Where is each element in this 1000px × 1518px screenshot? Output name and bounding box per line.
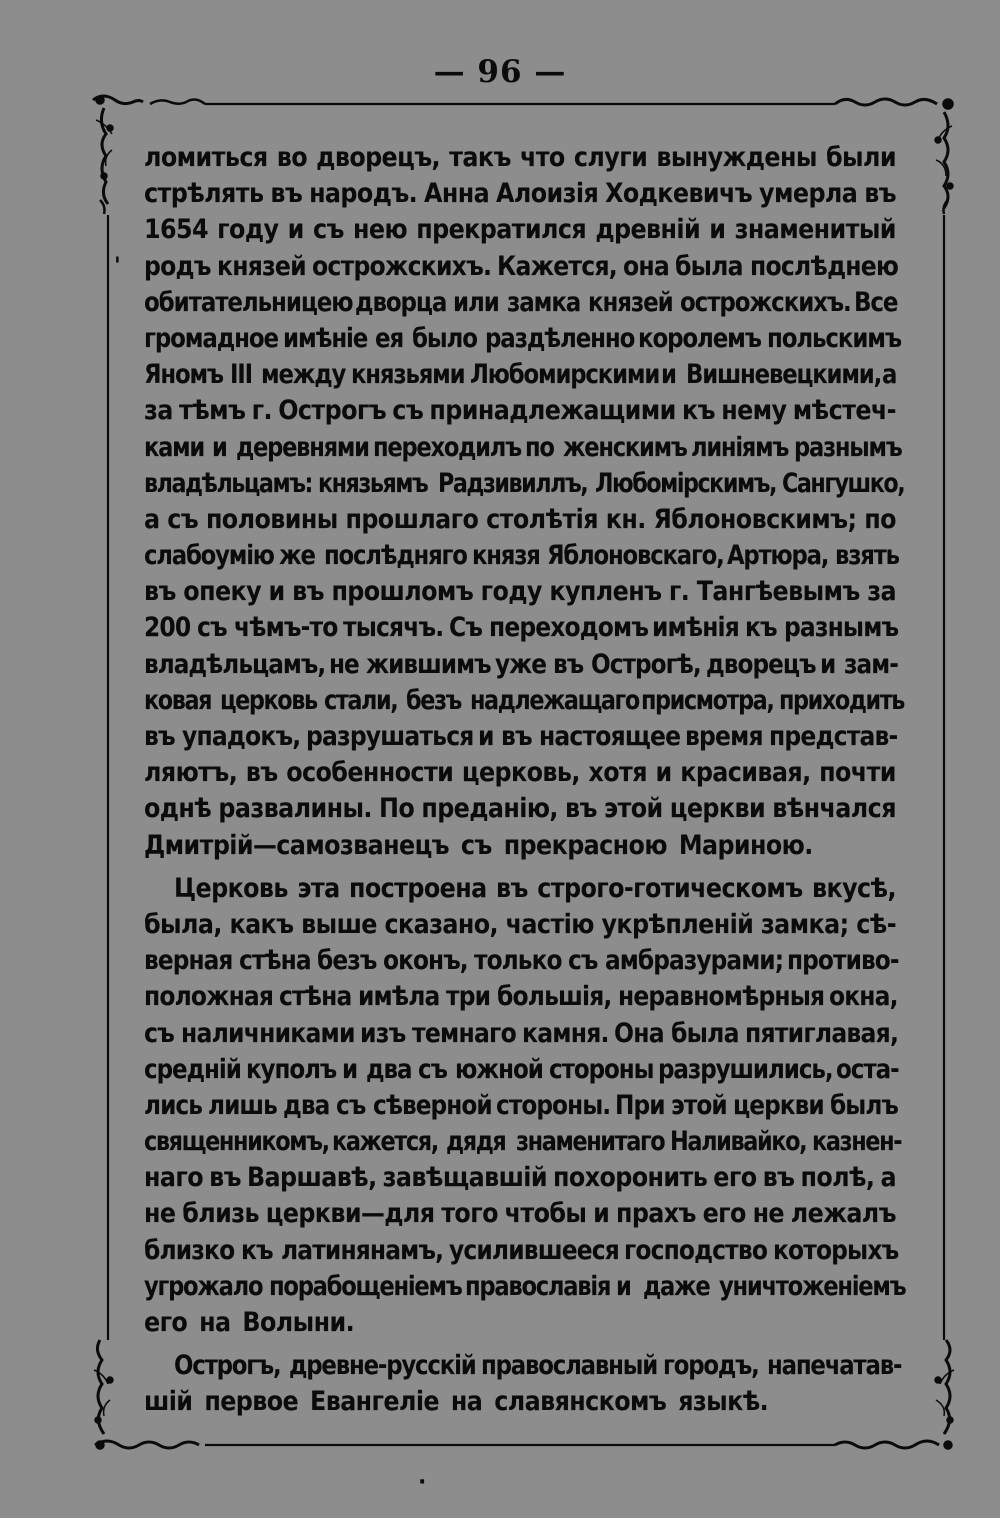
- text-line: ломиться во дворецъ, такъ что слуги вынуждены были: [144, 142, 896, 173]
- text-line: Церковь эта построена въ строго-готическомъ вкусѣ,: [174, 872, 896, 904]
- paragraph-gap: [144, 864, 896, 871]
- text-line: въ опеку и въ прошломъ году купленъ г. Тангѣевымъ за: [144, 576, 896, 608]
- text-line: наго въ Варшавѣ, завѣщавшій похоронить его въ полѣ, а: [144, 1162, 896, 1194]
- text-line: громадное имѣніе ея было раздѣленно королемъ польскимъ: [144, 322, 902, 354]
- text-line: угрожало порабощеніемъ православія и даже уничтоженіемъ: [144, 1270, 906, 1302]
- text-line: 1654 году и съ нею прекратился древній и знаменитый: [144, 214, 896, 246]
- text-line: средній куполъ и два съ южной стороны разрушились, оста-: [144, 1053, 899, 1085]
- text-line: а съ половины прошлаго столѣтія кн. Яблоновскимъ; по: [144, 503, 896, 535]
- text-line: владѣльцамъ: князьямъ Радзивиллъ, Любомірскимъ, Сангушко,: [144, 467, 905, 499]
- text-line: Яномъ III между князьями Любомирскими и Вишневецкими, а: [144, 359, 897, 391]
- page-number: — 96 —: [433, 54, 567, 90]
- stray-ink-mark: ·: [418, 1470, 427, 1495]
- text-line: обитательницею дворца или замка князей острожскихъ. Все: [144, 286, 898, 318]
- text-line: ковая церковь стали, безъ надлежащаго присмотра, приходить: [144, 684, 904, 716]
- text-line: съ наличниками изъ темнаго камня. Она была пятиглавая,: [144, 1017, 898, 1049]
- text-line: въ упадокъ, разрушаться и въ настоящее время представ-: [144, 721, 898, 752]
- text-line: ляютъ, въ особенности церковь, хотя и красивая, почти: [144, 757, 896, 789]
- text-line: его на Волыни.: [144, 1307, 355, 1338]
- text-line: близко къ латинянамъ, усилившееся господство которыхъ: [144, 1234, 899, 1266]
- text-line: не близь церкви—для того чтобы и прахъ его не лежалъ: [144, 1198, 896, 1230]
- text-line: ками и деревнями переходилъ по женскимъ линіямъ разнымъ: [144, 431, 902, 463]
- paragraph-gap: [144, 1341, 896, 1348]
- text-line: родъ князей острожскихъ. Кажется, она была послѣднею: [144, 250, 898, 282]
- text-line: слабоумію же послѣдняго князя Яблоновскаго, Артюра, взять: [144, 540, 899, 572]
- text-line: лись лишь два съ сѣверной стороны. При этой церкви былъ: [144, 1089, 898, 1121]
- text-line: владѣльцамъ, не жившимъ уже въ Острогѣ, дворецъ и зам-: [144, 648, 898, 680]
- text-line: положная стѣна имѣла три большія, неравномѣрныя окна,: [144, 981, 898, 1013]
- text-line: однѣ развалины. По преданію, въ этой церкви вѣнчался: [144, 793, 896, 825]
- stray-ink-mark: ': [114, 254, 121, 279]
- text-line: шій первое Евангеліе на славянскомъ языкѣ.: [144, 1386, 769, 1418]
- text-line: за тѣмъ г. Острогъ съ принадлежащими къ нему мѣстеч-: [144, 395, 896, 427]
- text-line: Острогъ, древне-русскій православный городъ, напечатав-: [174, 1350, 902, 1382]
- text-line: Дмитрій—самозванецъ съ прекрасною Мариною.: [144, 829, 813, 861]
- text-line: 200 съ чѣмъ-то тысячъ. Съ переходомъ имѣнія къ разнымъ: [144, 612, 899, 644]
- text-line: верная стѣна безъ оконъ, только съ амбразурами; противо-: [144, 945, 899, 977]
- text-line: была, какъ выше сказано, частію укрѣпленій замка; сѣ-: [144, 908, 896, 940]
- body-text: [144, 140, 906, 1421]
- text-line: стрѣлять въ народъ. Анна Алоизія Ходкевичъ умерла въ: [144, 178, 896, 210]
- text-line: священникомъ, кажется, дядя знаменитаго Наливайко, казнен-: [144, 1126, 902, 1158]
